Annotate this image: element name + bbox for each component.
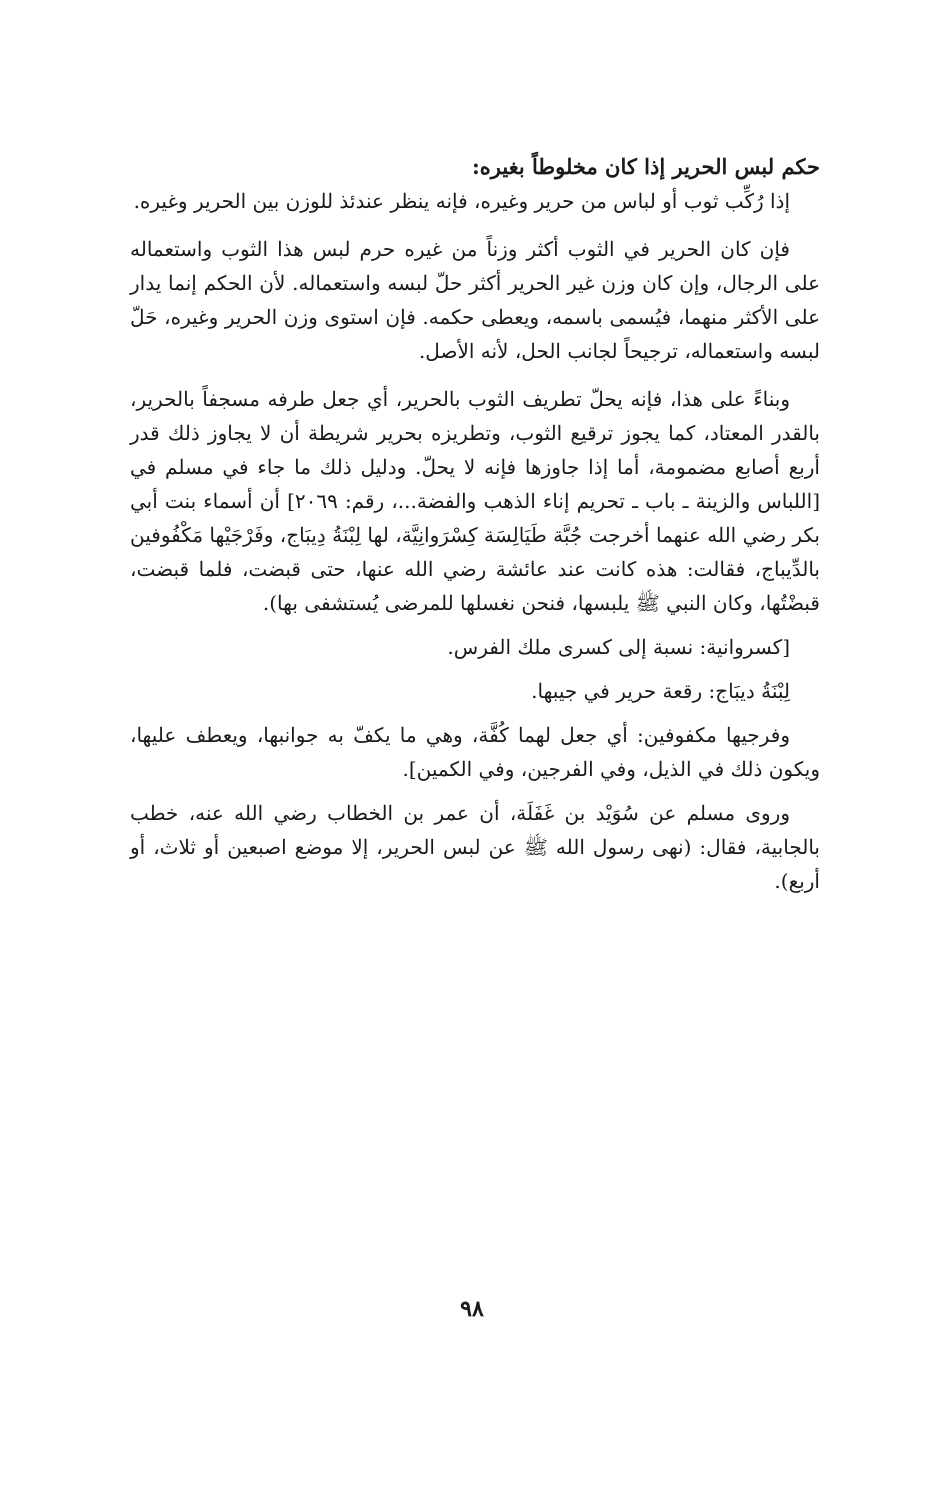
- page-number: ٩٨: [460, 1296, 484, 1322]
- section-heading: حكم لبس الحرير إذا كان مخلوطاً بغيره:: [472, 154, 820, 179]
- paragraph-5: وروى مسلم عن سُوَيْد بن غَفَلَة، أن عمر بن الخطاب رضي الله عنه، خطب بالجابية، فقال: (نهى رسول الله ﷺ عن لبس الحرير، إلا موضع اصبعين أو ثلاث، أو أربع).: [130, 801, 820, 893]
- page-body: [130, 150, 820, 898]
- paragraph-2: فإن كان الحرير في الثوب أكثر وزناً من غيره حرم لبس هذا الثوب واستعماله على الرجال، وإن كان وزن غير الحرير أكثر حلّ لبسه واستعماله. لأن الحكم إنما يدار على الأكثر منهما، فيُسمى باسمه، ويعطى حكمه. فإن استوى وزن الحرير وغيره، حَلّ لبسه واستعماله، ترجيحاً لجانب الحل، لأنه الأصل.: [130, 237, 820, 363]
- paragraph-1: إذا رُكِّب ثوب أو لباس من حرير وغيره، فإنه ينظر عندئذ للوزن بين الحرير وغيره.: [133, 189, 790, 213]
- paragraph-3: وبناءً على هذا، فإنه يحلّ تطريف الثوب بالحرير، أي جعل طرفه مسجفاً بالحرير، بالقدر المعتاد، كما يجوز ترقيع الثوب، وتطريزه بحرير شريطة أن لا يجاوز ذلك قدر أربع أصابع مضمومة، أما إذا جاوزها فإنه لا يحلّ. ودليل ذلك ما جاء في مسلم في [اللباس والزينة ـ باب ـ تحريم إناء الذهب والفضة...، رقم: ٢٠٦٩] أن أسماء بنت أبي بكر رضي الله عنهما أخرجت جُبَّة طَيَالِسَة كِسْرَوانِيَّة، لها لِبْنَةُ دِيبَاج، وفَرْجَيْها مَكْفُوفين بالدِّيباج، فقالت: هذه كانت عند عائشة رضي الله عنها، حتى قبضت، فلما قبضت، قبضْتُها، وكان النبي ﷺ يلبسها، فنحن نغسلها للمرضى يُستشفى بها).: [130, 387, 820, 615]
- paragraph-4: وفرجيها مكفوفين: أي جعل لهما كُفَّة، وهي ما يكفّ به جوانبها، ويعطف عليها، ويكون ذلك في الذيل، وفي الفرجين، وفي الكمين].: [130, 723, 820, 781]
- note-line-1: [كسروانية: نسبة إلى كسرى ملك الفرس.: [447, 635, 790, 659]
- note-line-2: لِبْنَةُ ديبَاج: رقعة حرير في جيبها.: [531, 679, 790, 703]
